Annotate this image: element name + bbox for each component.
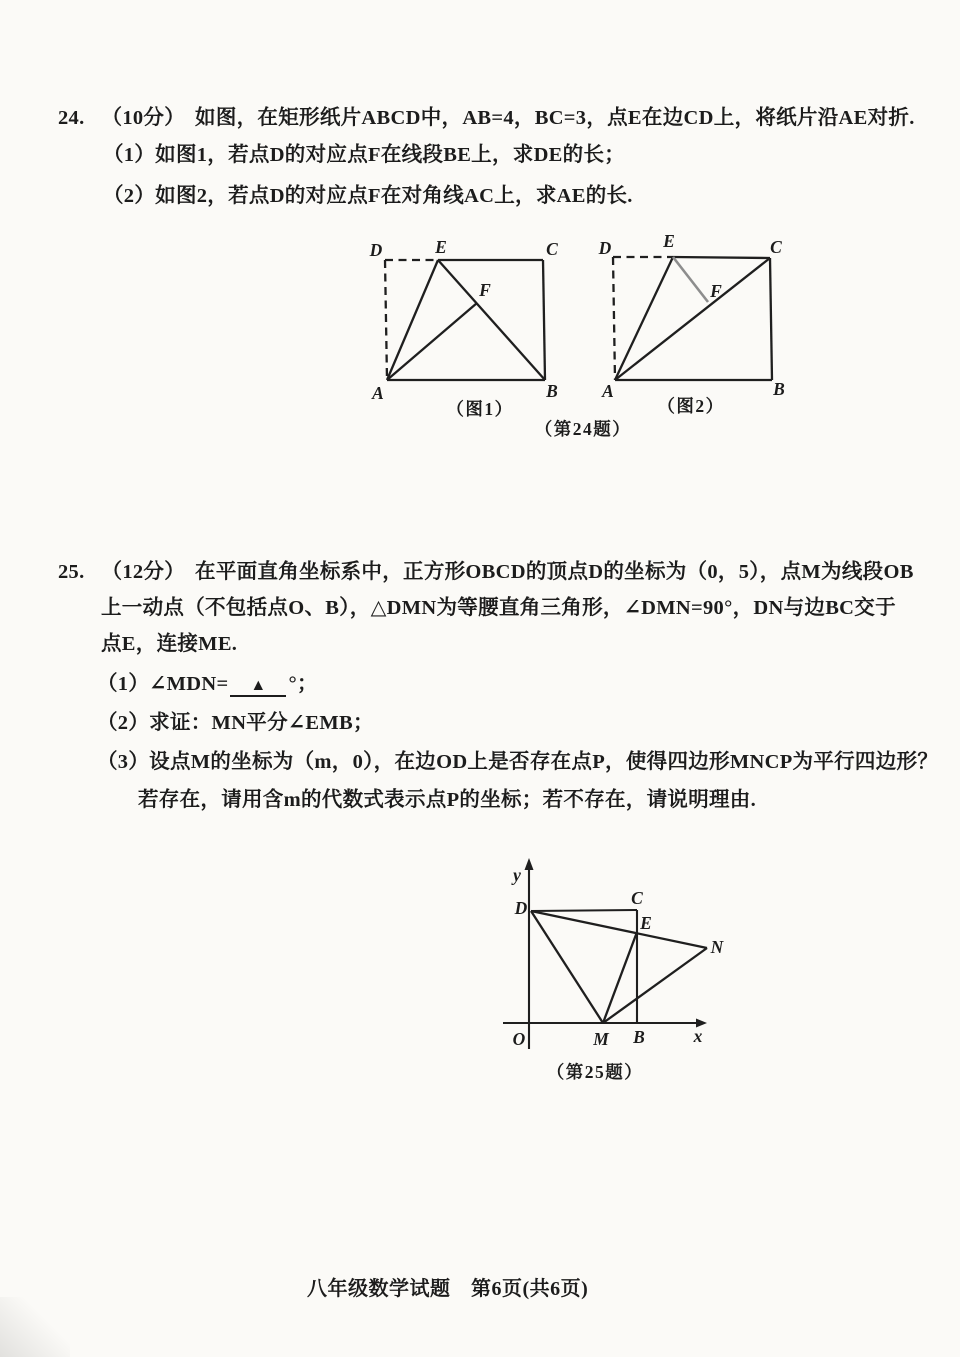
figure-25 — [493, 853, 737, 1087]
problem-25-score: （12分） — [101, 561, 186, 583]
fig1-segment-AE — [387, 260, 438, 380]
fig2-edge-EC — [673, 257, 770, 258]
fig25-label-y-axis: y — [513, 865, 521, 885]
problem-24-statement: 如图，在矩形纸片ABCD中，AB=4，BC=3，点E在边CD上，将纸片沿AE对折. — [195, 107, 915, 129]
problem-25-header — [58, 561, 914, 585]
fig25-label-B: B — [633, 1027, 645, 1047]
problem-24-header — [58, 107, 915, 131]
problem-25-part-2: （2）求证：MN平分∠EMB； — [97, 712, 374, 734]
fig25-segment-DN — [531, 911, 707, 948]
problem-24-part-2: （2）如图2，若点D的对应点F在对角线AC上，求AE的长. — [103, 185, 633, 207]
fig25-label-M: M — [593, 1029, 609, 1049]
fig1-edge-CB — [543, 260, 545, 380]
fig2-label-A: A — [602, 381, 614, 401]
figure-24-1 — [358, 233, 570, 429]
problem-25-part-3-line-1: （3）设点M的坐标为（m，0），在边OD上是否存在点P，使得四边形MNCP为平行四边形？ — [97, 751, 939, 773]
part-1-suffix: °； — [288, 673, 318, 695]
fig25-label-origin: O — [512, 1029, 526, 1049]
fig1-label-F: F — [479, 280, 491, 300]
fig1-edge-DA-dashed — [385, 260, 387, 380]
fig2-label-F: F — [710, 281, 722, 301]
fig1-label-E: E — [435, 237, 447, 257]
fig2-segment-AE — [615, 257, 673, 380]
problem-25-figure-caption: （第25题） — [546, 1062, 644, 1082]
fig25-segment-DM — [531, 911, 603, 1023]
fig2-caption: （图2） — [657, 396, 725, 416]
fig2-segment-EF — [673, 257, 708, 302]
fig1-label-A: A — [372, 383, 384, 403]
fig2-diagonal-AC — [615, 258, 770, 380]
problem-24-number: 24. — [58, 107, 85, 129]
problem-24-score: （10分） — [101, 107, 186, 129]
problem-24-figures-caption: （第24题） — [534, 419, 632, 439]
fig1-segment-EB — [438, 260, 545, 380]
fig25-y-axis-arrow-icon — [525, 858, 534, 870]
problem-25-statement-line-1: 在平面直角坐标系中，正方形OBCD的顶点D的坐标为（0，5），点M为线段OB — [195, 561, 914, 583]
fig25-segment-MN — [603, 948, 707, 1023]
figure-24-2 — [593, 228, 807, 428]
fig2-edge-CB — [770, 258, 772, 380]
fig2-edge-DA-dashed — [613, 257, 615, 380]
fig25-label-C: C — [631, 888, 643, 908]
problem-25-number: 25. — [58, 561, 85, 583]
fig2-label-D: D — [598, 238, 612, 258]
fig1-caption: （图1） — [446, 399, 514, 419]
fig2-label-B: B — [773, 379, 785, 399]
problem-24-part-1: （1）如图1，若点D的对应点F在线段BE上，求DE的长； — [103, 144, 626, 166]
fig25-label-x-axis: x — [693, 1026, 703, 1046]
fig1-label-B: B — [546, 381, 558, 401]
problem-25-statement-line-2: 上一动点（不包括点O、B），△DMN为等腰直角三角形，∠DMN=90°，DN与边BC交于 — [101, 597, 896, 619]
fig25-label-N: N — [710, 937, 724, 957]
fig25-label-D: D — [514, 898, 528, 918]
fig25-edge-DC — [531, 910, 637, 911]
fig2-label-E: E — [663, 231, 675, 251]
problem-25-statement-line-3: 点E，连接ME. — [101, 633, 238, 655]
part-1-answer-blank: ▲ — [230, 677, 286, 697]
fig1-label-C: C — [546, 239, 558, 259]
fig25-label-E: E — [640, 913, 652, 933]
page-footer: 八年级数学试题 第6页(共6页) — [307, 1278, 589, 1300]
part-1-prefix: （1）∠MDN= — [97, 673, 229, 695]
fig2-label-C: C — [770, 237, 782, 257]
problem-25-part-1 — [97, 673, 318, 697]
fig1-segment-AF — [387, 303, 477, 380]
problem-25-part-3-line-2: 若存在，请用含m的代数式表示点P的坐标；若不存在，请说明理由. — [138, 789, 757, 811]
fig1-label-D: D — [369, 240, 383, 260]
